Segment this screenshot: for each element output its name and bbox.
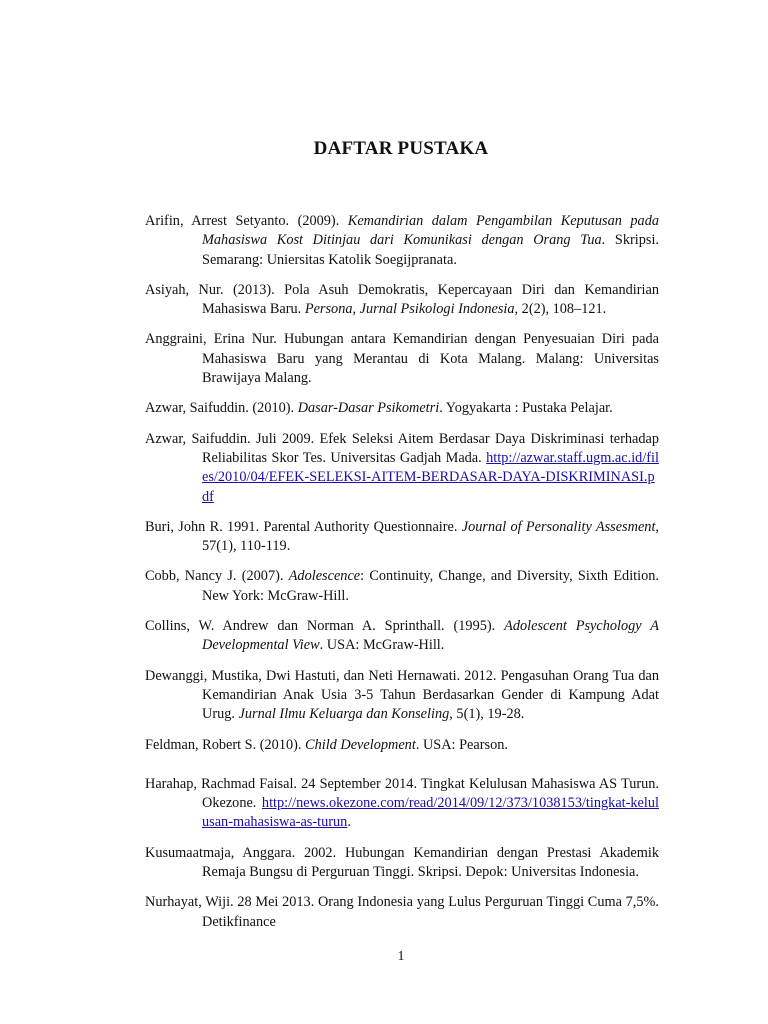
reference-list: [145, 212, 659, 943]
reference-item: Anggraini, Erina Nur. Hubungan antara Kemandirian dengan Penyesuaian Diri pada Mahasiswa Baru yang Merantau di Kota Malang. Malang: Universitas Brawijaya Malang.: [145, 331, 659, 387]
reference-item: Feldman, Robert S. (2010). Child Development. USA: Pearson.: [145, 736, 508, 753]
reference-item: Nurhayat, Wiji. 28 Mei 2013. Orang Indonesia yang Lulus Perguruan Tinggi Cuma 7,5%. Detikfinance: [145, 894, 659, 930]
reference-item: Harahap, Rachmad Faisal. 24 September 2014. Tingkat Kelulusan Mahasiswa AS Turun. Okezone. http://news.okezone.com/read/2014/09/12/373/1038153/tingkat-kelulusan-mahasiswa-as-turun.: [145, 775, 659, 831]
reference-item: Asiyah, Nur. (2013). Pola Asuh Demokratis, Kepercayaan Diri dan Kemandirian Mahasiswa Baru. Persona, Jurnal Psikologi Indonesia, 2(2), 108–121.: [145, 281, 659, 318]
reference-item: Buri, John R. 1991. Parental Authority Questionnaire. Journal of Personality Assesment, 57(1), 110-119.: [145, 518, 659, 555]
reference-item: Arifin, Arrest Setyanto. (2009). Kemandirian dalam Pengambilan Keputusan pada Mahasiswa Kost Ditinjau dari Komunikasi dengan Orang Tua. Skripsi. Semarang: Uniersitas Katolik Soegijpranata.: [145, 213, 659, 268]
reference-item: Collins, W. Andrew dan Norman A. Sprinthall. (1995). Adolescent Psychology A Developmental View. USA: McGraw-Hill.: [145, 618, 660, 654]
reference-item: Kusumaatmaja, Anggara. 2002. Hubungan Kemandirian dengan Prestasi Akademik Remaja Bungsu di Perguruan Tinggi. Skripsi. Depok: Universitas Indonesia.: [145, 844, 659, 881]
reference-item: Cobb, Nancy J. (2007). Adolescence: Continuity, Change, and Diversity, Sixth Edition. New York: McGraw-Hill.: [145, 568, 659, 604]
reference-link[interactable]: http://azwar.staff.ugm.ac.id/files/2010/04/EFEK-SELEKSI-AITEM-BERDASAR-DAYA-DISKRIMINASI.pdf: [202, 449, 659, 505]
page-title: DAFTAR PUSTAKA: [313, 138, 489, 159]
page-number: 1: [397, 949, 405, 964]
reference-item: Azwar, Saifuddin. (2010). Dasar-Dasar Psikometri. Yogyakarta : Pustaka Pelajar.: [145, 400, 613, 417]
reference-item: Dewanggi, Mustika, Dwi Hastuti, dan Neti Hernawati. 2012. Pengasuhan Orang Tua dan Kemandirian Anak Usia 3-5 Tahun Berdasarkan Gender di Kampung Adat Urug. Jurnal Ilmu Keluarga dan Konseling, 5(1), 19-28.: [145, 667, 659, 723]
reference-link[interactable]: http://news.okezone.com/read/2014/09/12/373/1038153/tingkat-kelulusan-mahasiswa-as-turun: [202, 795, 659, 831]
reference-item: Azwar, Saifuddin. Juli 2009. Efek Seleksi Aitem Berdasar Daya Diskriminasi terhadap Reliabilitas Skor Tes. Universitas Gadjah Mada. http://azwar.staff.ugm.ac.id/files/2010/04/EFEK-SELEKSI-AITEM-BERDASAR-DAYA-DISKRIMINASI.pdf: [145, 430, 659, 505]
